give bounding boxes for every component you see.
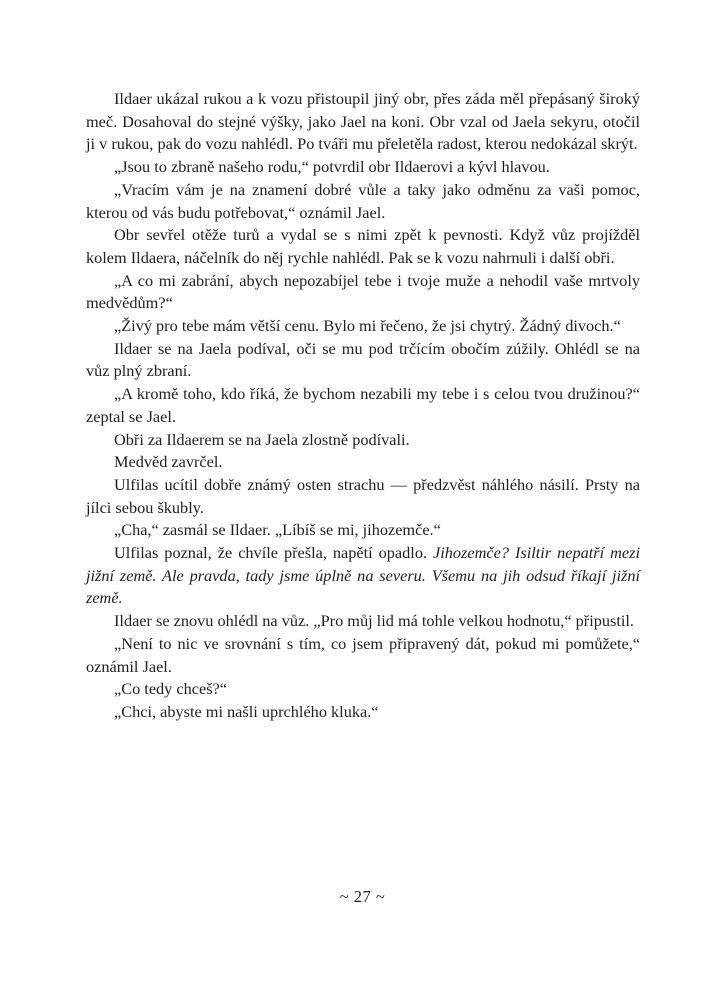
page-number: ~ 27 ~ bbox=[339, 887, 386, 906]
text-segment: „Živý pro tebe mám větší cenu. Bylo mi řečeno, že jsi chytrý. Žádný divoch.“ bbox=[114, 316, 621, 336]
paragraph bbox=[86, 315, 640, 338]
paragraph bbox=[86, 678, 640, 701]
text-segment: „A kromě toho, kdo říká, že bychom nezabili my tebe i s celou tvou družinou?“ zeptal se Jael. bbox=[86, 384, 640, 426]
italic-text-segment: Jihozemče? Isiltir nepatří mezi jižní země. Ale pravda, tady jsme úplně na severu. Všemu na jih odsud říkají jižní země. bbox=[86, 543, 640, 608]
text-segment: „Chci, abyste mi našli uprchlého kluka.“ bbox=[114, 701, 379, 721]
paragraph bbox=[86, 610, 640, 633]
paragraph bbox=[86, 270, 640, 315]
text-segment: „Vracím vám je na znamení dobré vůle a taky jako odměnu za vaši pomoc, kterou od vás budu potřebovat,“ oznámil Jael. bbox=[86, 179, 640, 222]
paragraph bbox=[86, 633, 640, 678]
text-segment: „Není to nic ve srovnání s tím, co jsem připravený dát, pokud mi pomůžete,“ oznámil Jael. bbox=[86, 633, 640, 676]
paragraph bbox=[86, 383, 640, 428]
paragraph bbox=[86, 429, 640, 452]
text-segment: Ulfilas poznal, že chvíle přešla, napětí opadlo. bbox=[114, 543, 434, 563]
paragraph bbox=[86, 451, 640, 474]
text-segment: Ulfilas ucítil dobře známý osten strachu — předzvěst náhlého násilí. Prsty na jílci sebou škubly. bbox=[86, 474, 640, 517]
paragraph bbox=[86, 224, 640, 269]
paragraph bbox=[86, 88, 640, 156]
text-segment: Medvěd zavrčel. bbox=[114, 452, 223, 472]
body-text bbox=[86, 88, 640, 724]
paragraph bbox=[86, 542, 640, 610]
text-segment: „Jsou to zbraně našeho rodu,“ potvrdil obr Ildaerovi a kývl hlavou. bbox=[114, 157, 550, 177]
text-segment: „Co tedy chceš?“ bbox=[114, 679, 228, 699]
text-segment: Ildaer se znovu ohlédl na vůz. „Pro můj lid má tohle velkou hodnotu,“ připustil. bbox=[114, 611, 634, 631]
text-segment: Obr sevřel otěže turů a vydal se s nimi zpět k pevnosti. Když vůz projížděl kolem Ildaera, náčelník do něj rychle nahlédl. Pak se k vozu nahrnuli i další obři. bbox=[86, 225, 640, 267]
text-segment: „A co mi zabrání, abych nepozabíjel tebe i tvoje muže a nehodil vaše mrtvoly medvědům?“ bbox=[86, 270, 640, 313]
text-segment: Ildaer se na Jaela podíval, oči se mu pod trčícím obočím zúžily. Ohlédl se na vůz plný zbraní. bbox=[86, 338, 640, 381]
text-segment: Obři za Ildaerem se na Jaela zlostně podívali. bbox=[114, 429, 410, 449]
paragraph bbox=[86, 474, 640, 519]
text-segment: „Cha,“ zasmál se Ildaer. „Líbíš se mi, jihozemče.“ bbox=[114, 520, 441, 540]
paragraph bbox=[86, 701, 640, 724]
paragraph bbox=[86, 338, 640, 383]
paragraph bbox=[86, 519, 640, 542]
text-segment: Ildaer ukázal rukou a k vozu přistoupil jiný obr, přes záda měl přepásaný široký meč. Dosahoval do stejné výšky, jako Jael na koni. Obr vzal od Jaela sekyru, otočil ji v rukou, pak do vozu nahlédl. Po tváři mu přeletěla radost, kterou nedokázal skrýt. bbox=[86, 89, 640, 154]
paragraph bbox=[86, 156, 640, 179]
paragraph bbox=[86, 179, 640, 224]
